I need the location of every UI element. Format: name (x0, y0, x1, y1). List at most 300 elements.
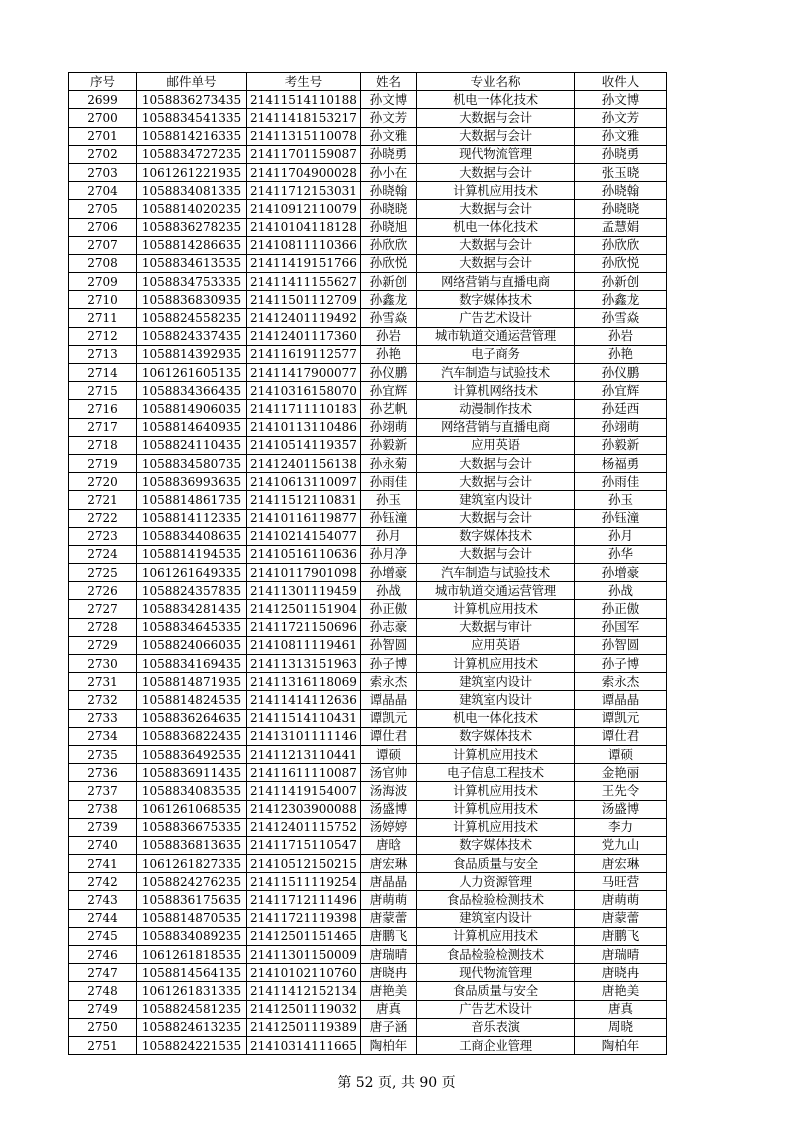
recipient-cell: 孙晓翰 (575, 182, 667, 200)
table-row (69, 454, 667, 472)
major-cell: 数字媒体技术 (417, 527, 575, 545)
table-row (69, 727, 667, 745)
tracking-number-cell: 1058834083535 (137, 782, 247, 800)
tracking-number-cell: 1058834727235 (137, 145, 247, 163)
major-cell: 网络营销与直播电商 (417, 273, 575, 291)
exam-number-cell: 21412401156138 (247, 454, 361, 472)
tracking-number-cell: 1061261068535 (137, 800, 247, 818)
tracking-number-cell: 1058814870535 (137, 909, 247, 927)
tracking-number-cell: 1058824221535 (137, 1036, 247, 1054)
tracking-number-cell: 1058834089235 (137, 927, 247, 945)
table-row (69, 582, 667, 600)
exam-number-cell: 21411418153217 (247, 109, 361, 127)
tracking-number-cell: 1058836822435 (137, 727, 247, 745)
major-cell: 汽车制造与试验技术 (417, 364, 575, 382)
major-cell: 建筑室内设计 (417, 909, 575, 927)
exam-number-cell: 21411501112709 (247, 291, 361, 309)
tracking-number-cell: 1058814020235 (137, 200, 247, 218)
recipient-cell: 孙欣悦 (575, 254, 667, 272)
name-cell: 孙晓勇 (361, 145, 417, 163)
recipient-cell: 孙宜辉 (575, 382, 667, 400)
recipient-cell: 孙文雅 (575, 127, 667, 145)
recipient-cell: 孙战 (575, 582, 667, 600)
recipient-cell: 谭仕君 (575, 727, 667, 745)
recipient-cell: 孙毅新 (575, 436, 667, 454)
tracking-number-cell: 1058814194535 (137, 545, 247, 563)
tracking-number-cell: 1061261831335 (137, 982, 247, 1000)
major-cell: 人力资源管理 (417, 873, 575, 891)
major-cell: 网络营销与直播电商 (417, 418, 575, 436)
recipient-cell: 周晓 (575, 1018, 667, 1036)
tracking-number-cell: 1058814824535 (137, 691, 247, 709)
name-cell: 孙文博 (361, 91, 417, 109)
recipient-cell: 孙廷西 (575, 400, 667, 418)
tracking-number-cell: 1058836264635 (137, 709, 247, 727)
tracking-number-cell: 1058824357835 (137, 582, 247, 600)
serial-cell: 2746 (69, 946, 137, 964)
exam-number-cell: 21411213110441 (247, 745, 361, 763)
exam-number-cell: 21410214154077 (247, 527, 361, 545)
table-row (69, 182, 667, 200)
table-row (69, 891, 667, 909)
major-cell: 计算机应用技术 (417, 818, 575, 836)
tracking-number-cell: 1058824613235 (137, 1018, 247, 1036)
serial-cell: 2727 (69, 600, 137, 618)
table-row (69, 418, 667, 436)
name-cell: 孙永菊 (361, 454, 417, 472)
serial-cell: 2725 (69, 564, 137, 582)
exam-number-cell: 21411611110087 (247, 764, 361, 782)
tracking-number-cell: 1058836175635 (137, 891, 247, 909)
serial-cell: 2704 (69, 182, 137, 200)
serial-cell: 2699 (69, 91, 137, 109)
table-row (69, 91, 667, 109)
table-row (69, 909, 667, 927)
recipient-cell: 党九山 (575, 836, 667, 854)
name-cell: 谭晶晶 (361, 691, 417, 709)
mailing-list-table (68, 72, 667, 1055)
major-cell: 食品检验检测技术 (417, 946, 575, 964)
table-row (69, 509, 667, 527)
recipient-cell: 孙增豪 (575, 564, 667, 582)
tracking-number-cell: 1058814564135 (137, 964, 247, 982)
exam-number-cell: 21412401115752 (247, 818, 361, 836)
major-cell: 计算机网络技术 (417, 382, 575, 400)
serial-cell: 2720 (69, 473, 137, 491)
page-footer: 第 52 页, 共 90 页 (337, 1075, 456, 1091)
exam-number-cell: 21413101111146 (247, 727, 361, 745)
tracking-number-cell: 1058824558235 (137, 309, 247, 327)
exam-number-cell: 21410613110097 (247, 473, 361, 491)
serial-cell: 2737 (69, 782, 137, 800)
table-row (69, 200, 667, 218)
tracking-number-cell: 1058834408635 (137, 527, 247, 545)
recipient-cell: 孙晓晓 (575, 200, 667, 218)
recipient-cell: 唐晓冉 (575, 964, 667, 982)
table-row (69, 800, 667, 818)
table-row (69, 291, 667, 309)
major-cell: 食品质量与安全 (417, 982, 575, 1000)
tracking-number-cell: 1058824581235 (137, 1000, 247, 1018)
major-cell: 现代物流管理 (417, 964, 575, 982)
recipient-cell: 唐艳美 (575, 982, 667, 1000)
serial-cell: 2721 (69, 491, 137, 509)
recipient-cell: 孙艳 (575, 345, 667, 363)
name-cell: 孙仪鹏 (361, 364, 417, 382)
major-cell: 大数据与审计 (417, 618, 575, 636)
recipient-cell: 孙智圆 (575, 636, 667, 654)
recipient-cell: 孙雨佳 (575, 473, 667, 491)
name-cell: 唐鹏飞 (361, 927, 417, 945)
serial-cell: 2738 (69, 800, 137, 818)
table-row (69, 364, 667, 382)
recipient-cell: 唐宏琳 (575, 855, 667, 873)
recipient-cell: 孙文芳 (575, 109, 667, 127)
exam-number-cell: 21411511119254 (247, 873, 361, 891)
tracking-number-cell: 1058824337435 (137, 327, 247, 345)
exam-number-cell: 21410512150215 (247, 855, 361, 873)
serial-cell: 2719 (69, 454, 137, 472)
table-row (69, 636, 667, 654)
major-cell: 计算机应用技术 (417, 600, 575, 618)
name-cell: 孙玉 (361, 491, 417, 509)
recipient-cell: 唐鹏飞 (575, 927, 667, 945)
name-cell: 唐艳美 (361, 982, 417, 1000)
tracking-number-cell: 1058824066035 (137, 636, 247, 654)
exam-number-cell: 21410117901098 (247, 564, 361, 582)
serial-cell: 2744 (69, 909, 137, 927)
tracking-number-cell: 1058836911435 (137, 764, 247, 782)
exam-number-cell: 21411419151766 (247, 254, 361, 272)
name-cell: 谭硕 (361, 745, 417, 763)
recipient-cell: 金艳丽 (575, 764, 667, 782)
exam-number-cell: 21410104118128 (247, 218, 361, 236)
table-row (69, 400, 667, 418)
name-cell: 孙增豪 (361, 564, 417, 582)
exam-number-cell: 21410316158070 (247, 382, 361, 400)
major-cell: 数字媒体技术 (417, 836, 575, 854)
recipient-cell: 马旺营 (575, 873, 667, 891)
table-row (69, 946, 667, 964)
exam-number-cell: 21411301119459 (247, 582, 361, 600)
major-cell: 机电一体化技术 (417, 218, 575, 236)
exam-number-cell: 21410314111665 (247, 1036, 361, 1054)
exam-number-cell: 21410811110366 (247, 236, 361, 254)
exam-number-cell: 21411701159087 (247, 145, 361, 163)
tracking-number-cell: 1058834753335 (137, 273, 247, 291)
header-recipient: 收件人 (575, 73, 667, 91)
exam-number-cell: 21411313151963 (247, 655, 361, 673)
table-row (69, 545, 667, 563)
major-cell: 建筑室内设计 (417, 673, 575, 691)
recipient-cell: 谭凯元 (575, 709, 667, 727)
name-cell: 孙小在 (361, 163, 417, 181)
recipient-cell: 孙仪鹏 (575, 364, 667, 382)
major-cell: 计算机应用技术 (417, 182, 575, 200)
name-cell: 孙子博 (361, 655, 417, 673)
name-cell: 孙志豪 (361, 618, 417, 636)
header-name: 姓名 (361, 73, 417, 91)
name-cell: 孙毅新 (361, 436, 417, 454)
table-row (69, 145, 667, 163)
tracking-number-cell: 1061261221935 (137, 163, 247, 181)
major-cell: 大数据与会计 (417, 127, 575, 145)
major-cell: 汽车制造与试验技术 (417, 564, 575, 582)
table-row (69, 218, 667, 236)
serial-cell: 2741 (69, 855, 137, 873)
name-cell: 孙新创 (361, 273, 417, 291)
header-exam-number: 考生号 (247, 73, 361, 91)
serial-cell: 2729 (69, 636, 137, 654)
serial-cell: 2701 (69, 127, 137, 145)
recipient-cell: 杨福勇 (575, 454, 667, 472)
table-row (69, 327, 667, 345)
table-header-row (69, 73, 667, 91)
serial-cell: 2735 (69, 745, 137, 763)
table-row (69, 436, 667, 454)
exam-number-cell: 21411419154007 (247, 782, 361, 800)
name-cell: 唐萌萌 (361, 891, 417, 909)
name-cell: 孙晓旭 (361, 218, 417, 236)
table-row (69, 673, 667, 691)
serial-cell: 2705 (69, 200, 137, 218)
name-cell: 孙月净 (361, 545, 417, 563)
tracking-number-cell: 1058824110435 (137, 436, 247, 454)
major-cell: 数字媒体技术 (417, 291, 575, 309)
tracking-number-cell: 1058814392935 (137, 345, 247, 363)
recipient-cell: 孙文博 (575, 91, 667, 109)
tracking-number-cell: 1058834580735 (137, 454, 247, 472)
recipient-cell: 孟慧娟 (575, 218, 667, 236)
serial-cell: 2734 (69, 727, 137, 745)
serial-cell: 2733 (69, 709, 137, 727)
exam-number-cell: 21411412152134 (247, 982, 361, 1000)
serial-cell: 2717 (69, 418, 137, 436)
table-row (69, 1036, 667, 1054)
tracking-number-cell: 1058814286635 (137, 236, 247, 254)
tracking-number-cell: 1058834366435 (137, 382, 247, 400)
name-cell: 汤盛博 (361, 800, 417, 818)
tracking-number-cell: 1058836273435 (137, 91, 247, 109)
major-cell: 音乐表演 (417, 1018, 575, 1036)
major-cell: 大数据与会计 (417, 200, 575, 218)
recipient-cell: 谭晶晶 (575, 691, 667, 709)
major-cell: 大数据与会计 (417, 454, 575, 472)
table-row (69, 163, 667, 181)
major-cell: 建筑室内设计 (417, 491, 575, 509)
serial-cell: 2714 (69, 364, 137, 382)
serial-cell: 2724 (69, 545, 137, 563)
recipient-cell: 孙华 (575, 545, 667, 563)
name-cell: 孙艳 (361, 345, 417, 363)
exam-number-cell: 21411514110431 (247, 709, 361, 727)
name-cell: 孙鑫龙 (361, 291, 417, 309)
serial-cell: 2715 (69, 382, 137, 400)
serial-cell: 2730 (69, 655, 137, 673)
serial-cell: 2723 (69, 527, 137, 545)
name-cell: 孙钰潼 (361, 509, 417, 527)
table-row (69, 254, 667, 272)
name-cell: 孙岩 (361, 327, 417, 345)
exam-number-cell: 21411715110547 (247, 836, 361, 854)
serial-cell: 2710 (69, 291, 137, 309)
table-row (69, 473, 667, 491)
recipient-cell: 孙子博 (575, 655, 667, 673)
recipient-cell: 谭硕 (575, 745, 667, 763)
serial-cell: 2732 (69, 691, 137, 709)
exam-number-cell: 21410116119877 (247, 509, 361, 527)
exam-number-cell: 21411301150009 (247, 946, 361, 964)
name-cell: 孙晓晓 (361, 200, 417, 218)
recipient-cell: 唐真 (575, 1000, 667, 1018)
table-row (69, 109, 667, 127)
name-cell: 唐真 (361, 1000, 417, 1018)
exam-number-cell: 21411315110078 (247, 127, 361, 145)
recipient-cell: 唐瑞晴 (575, 946, 667, 964)
header-tracking-number: 邮件单号 (137, 73, 247, 91)
table-row (69, 964, 667, 982)
tracking-number-cell: 1058814640935 (137, 418, 247, 436)
recipient-cell: 李力 (575, 818, 667, 836)
tracking-number-cell: 1058834081335 (137, 182, 247, 200)
table-row (69, 745, 667, 763)
name-cell: 唐瑞晴 (361, 946, 417, 964)
table-row (69, 873, 667, 891)
major-cell: 食品检验检测技术 (417, 891, 575, 909)
table-row (69, 655, 667, 673)
exam-number-cell: 21411711110183 (247, 400, 361, 418)
table-row (69, 382, 667, 400)
recipient-cell: 孙岩 (575, 327, 667, 345)
exam-number-cell: 21412303900088 (247, 800, 361, 818)
exam-number-cell: 21412401117360 (247, 327, 361, 345)
name-cell: 孙晓翰 (361, 182, 417, 200)
recipient-cell: 汤盛博 (575, 800, 667, 818)
major-cell: 计算机应用技术 (417, 800, 575, 818)
major-cell: 大数据与会计 (417, 109, 575, 127)
table-row (69, 345, 667, 363)
major-cell: 大数据与会计 (417, 473, 575, 491)
major-cell: 计算机应用技术 (417, 655, 575, 673)
recipient-cell: 孙正傲 (575, 600, 667, 618)
table-row (69, 927, 667, 945)
serial-cell: 2742 (69, 873, 137, 891)
table-row (69, 818, 667, 836)
exam-number-cell: 21411721150696 (247, 618, 361, 636)
exam-number-cell: 21412501119389 (247, 1018, 361, 1036)
major-cell: 城市轨道交通运营管理 (417, 582, 575, 600)
recipient-cell: 王先令 (575, 782, 667, 800)
major-cell: 城市轨道交通运营管理 (417, 327, 575, 345)
name-cell: 孙雨佳 (361, 473, 417, 491)
major-cell: 大数据与会计 (417, 509, 575, 527)
serial-cell: 2748 (69, 982, 137, 1000)
name-cell: 汤官帅 (361, 764, 417, 782)
name-cell: 孙雪焱 (361, 309, 417, 327)
major-cell: 计算机应用技术 (417, 745, 575, 763)
name-cell: 孙文雅 (361, 127, 417, 145)
name-cell: 索永杰 (361, 673, 417, 691)
serial-cell: 2739 (69, 818, 137, 836)
serial-cell: 2749 (69, 1000, 137, 1018)
recipient-cell: 孙雪焱 (575, 309, 667, 327)
name-cell: 陶柏年 (361, 1036, 417, 1054)
exam-number-cell: 21412501119032 (247, 1000, 361, 1018)
serial-cell: 2707 (69, 236, 137, 254)
serial-cell: 2711 (69, 309, 137, 327)
tracking-number-cell: 1061261827335 (137, 855, 247, 873)
tracking-number-cell: 1058834541335 (137, 109, 247, 127)
tracking-number-cell: 1058814861735 (137, 491, 247, 509)
tracking-number-cell: 1061261649335 (137, 564, 247, 582)
name-cell: 孙战 (361, 582, 417, 600)
serial-cell: 2706 (69, 218, 137, 236)
serial-cell: 2713 (69, 345, 137, 363)
tracking-number-cell: 1058814906035 (137, 400, 247, 418)
major-cell: 食品质量与安全 (417, 855, 575, 873)
table-row (69, 600, 667, 618)
recipient-cell: 唐蒙蕾 (575, 909, 667, 927)
table-row (69, 1018, 667, 1036)
name-cell: 唐晶晶 (361, 873, 417, 891)
serial-cell: 2726 (69, 582, 137, 600)
recipient-cell: 孙国军 (575, 618, 667, 636)
recipient-cell: 孙钰潼 (575, 509, 667, 527)
exam-number-cell: 21411721119398 (247, 909, 361, 927)
exam-number-cell: 21411712111496 (247, 891, 361, 909)
major-cell: 广告艺术设计 (417, 1000, 575, 1018)
tracking-number-cell: 1058836830935 (137, 291, 247, 309)
exam-number-cell: 21411411155627 (247, 273, 361, 291)
serial-cell: 2736 (69, 764, 137, 782)
major-cell: 大数据与会计 (417, 254, 575, 272)
major-cell: 工商企业管理 (417, 1036, 575, 1054)
tracking-number-cell: 1061261605135 (137, 364, 247, 382)
tracking-number-cell: 1058836492535 (137, 745, 247, 763)
serial-cell: 2728 (69, 618, 137, 636)
serial-cell: 2716 (69, 400, 137, 418)
table-row (69, 1000, 667, 1018)
major-cell: 大数据与会计 (417, 163, 575, 181)
header-major: 专业名称 (417, 73, 575, 91)
serial-cell: 2709 (69, 273, 137, 291)
exam-number-cell: 21410811119461 (247, 636, 361, 654)
name-cell: 唐晓冉 (361, 964, 417, 982)
tracking-number-cell: 1058836675335 (137, 818, 247, 836)
major-cell: 应用英语 (417, 436, 575, 454)
tracking-number-cell: 1058834169435 (137, 655, 247, 673)
name-cell: 孙欣欣 (361, 236, 417, 254)
major-cell: 广告艺术设计 (417, 309, 575, 327)
header-serial: 序号 (69, 73, 137, 91)
name-cell: 孙文芳 (361, 109, 417, 127)
name-cell: 孙智圆 (361, 636, 417, 654)
serial-cell: 2731 (69, 673, 137, 691)
name-cell: 谭凯元 (361, 709, 417, 727)
exam-number-cell: 21412501151465 (247, 927, 361, 945)
exam-number-cell: 21410514119357 (247, 436, 361, 454)
exam-number-cell: 21410102110760 (247, 964, 361, 982)
serial-cell: 2712 (69, 327, 137, 345)
tracking-number-cell: 1058814112335 (137, 509, 247, 527)
major-cell: 大数据与会计 (417, 236, 575, 254)
table-row (69, 491, 667, 509)
table-row (69, 691, 667, 709)
name-cell: 唐晗 (361, 836, 417, 854)
exam-number-cell: 21411417900077 (247, 364, 361, 382)
recipient-cell: 孙月 (575, 527, 667, 545)
recipient-cell: 孙翊萌 (575, 418, 667, 436)
